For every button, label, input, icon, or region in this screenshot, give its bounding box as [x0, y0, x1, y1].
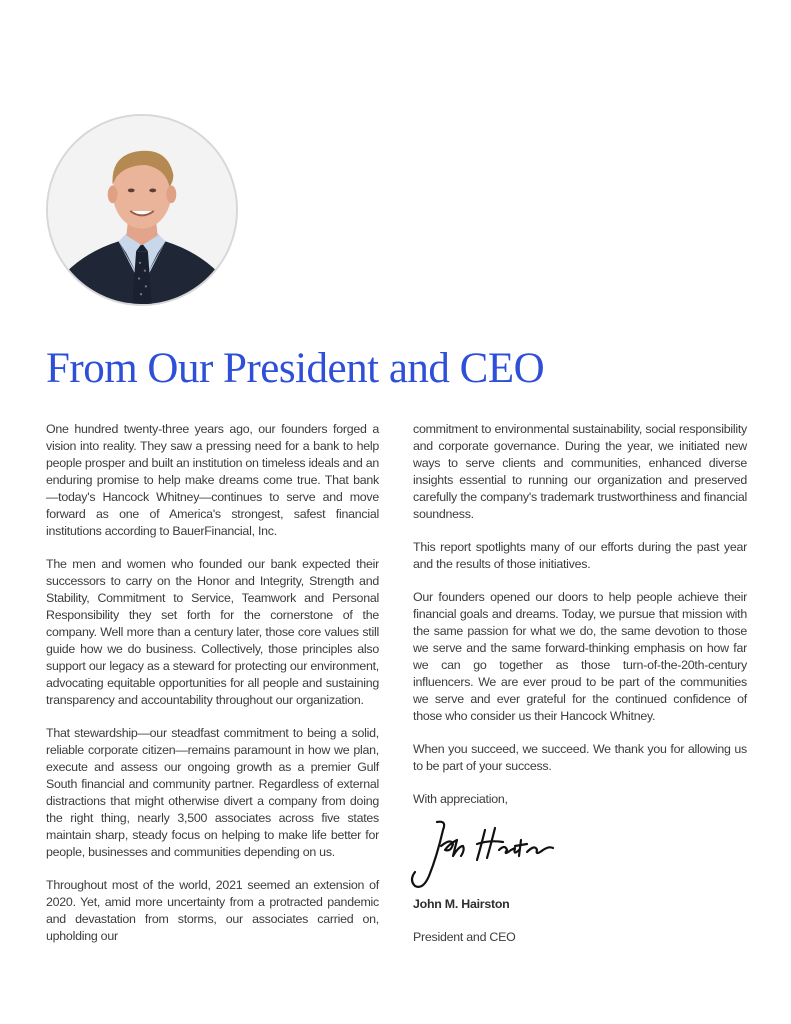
letter-paragraph: When you succeed, we succeed. We thank you for allowing us to be part of your success.	[413, 742, 747, 773]
letter-paragraph: This report spotlights many of our efforts during the past year and the results of those initiatives.	[413, 540, 747, 571]
letter-paragraph: Throughout most of the world, 2021 seemed an extension of 2020. Yet, amid more uncertainty from a protracted pandemic and devastation from storms, our associates carried on, upholding our	[46, 878, 379, 943]
ceo-portrait	[46, 114, 238, 306]
letter-paragraph: commitment to environmental sustainability, social responsibility and corporate governance. During the year, we initiated new ways to serve clients and communities, enhanced diverse insights essential to running our organization and preserved carefully the company's trademark trustworthiness and financial soundness.	[413, 422, 747, 521]
letter-paragraph: One hundred twenty-three years ago, our founders forged a vision into reality. They saw a pressing need for a bank to help people prosper and built an institution on timeless ideals and an enduring promise to help make dreams come true. That bank—today's Hancock Whitney—continues to serve and move forward as one of America's strongest, safest financial institutions according to BauerFinancial, Inc.	[46, 422, 379, 538]
signer-title: President and CEO	[413, 930, 516, 944]
page-title: From Our President and CEO	[46, 345, 545, 392]
letter-column-right	[413, 421, 747, 962]
letter-closing: With appreciation,	[413, 792, 508, 806]
letter-paragraph: That stewardship—our steadfast commitment to being a solid, reliable corporate citizen—remains paramount in how we plan, execute and assess our ongoing growth as a premier Gulf South financial and community partner. Regardless of external distractions that might otherwise divert a company from doing the right thing, nearly 3,500 associates across five states maintain sharp, steady focus on helping to make life better for people, businesses and communities depending on us.	[46, 726, 379, 859]
signer-name: John M. Hairston	[413, 897, 510, 911]
letter-paragraph: The men and women who founded our bank expected their successors to carry on the Honor and Integrity, Strength and Stability, Commitment to Service, Teamwork and Personal Responsibility they set forth for the cornerstone of the company. Well more than a century later, those core values still guide how we do business. Collectively, those principles also support our legacy as a steward for protecting our environment, advocating equitable opportunities for all people and sustaining transparency and accountability throughout our organization.	[46, 557, 379, 707]
letter-paragraph: Our founders opened our doors to help people achieve their financial goals and dreams. Today, we pursue that mission with the same passion for what we do, the same devotion to those we serve and the same forward-thinking emphasis on how far we can go together as those turn-of-the-20th-century influencers. We are ever proud to be part of the communities we serve and ever grateful for the continued confidence of those who consider us their Hancock Whitney.	[413, 590, 747, 723]
letter-column-left	[46, 421, 379, 961]
ceo-portrait-image	[48, 116, 236, 304]
signature	[407, 816, 557, 896]
